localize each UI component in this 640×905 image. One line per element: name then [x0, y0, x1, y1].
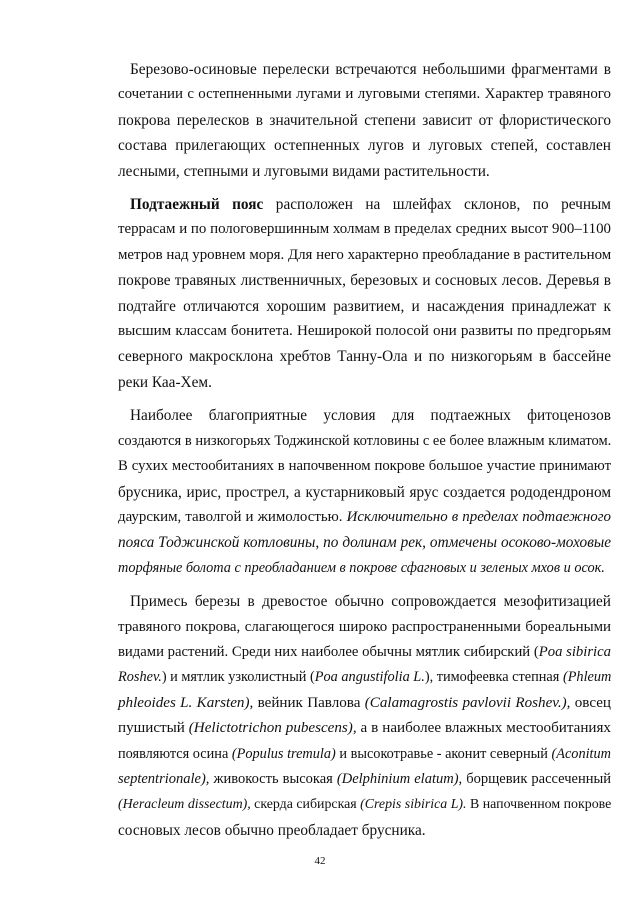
- italic-text: (Delphinium elatum),: [336, 770, 463, 787]
- italic-text: (Aconitum: [551, 745, 612, 762]
- text-line: [118, 268, 611, 293]
- text-line: [118, 480, 611, 505]
- text-line: [118, 429, 611, 454]
- italic-text: торфяные болота с преобладанием в покрове сфагновых и зеленых мхов и осок.: [118, 559, 605, 576]
- text-line: [118, 133, 611, 158]
- text-line: [118, 589, 611, 614]
- bold-term: Подтаежный пояс: [130, 196, 264, 214]
- text-line: [118, 159, 611, 184]
- italic-text: (Calamagrostis pavlovii Roshev.),: [364, 694, 571, 711]
- text-run: ) и мятлик узколистный (: [161, 669, 315, 686]
- text-run: а в наиболее влажных местообитаниях: [356, 720, 611, 737]
- text-line: [118, 217, 611, 242]
- italic-text: septentrionale),: [118, 770, 210, 787]
- text-line: [118, 615, 611, 640]
- text-line: [118, 742, 611, 767]
- text-run: и высокотравье - аконит северный: [335, 745, 552, 762]
- italic-text: phleoides L. Karsten),: [118, 694, 254, 711]
- text-line: [118, 370, 611, 395]
- text-run: сочетании с остепненными лугами и луговыми степями. Характер травяного: [118, 86, 611, 103]
- text-run: метров над уровнем моря. Для него характерно преобладание в растительном: [118, 246, 612, 263]
- text-run: травяного покрова, слагающегося широко распространенными бореальными: [118, 618, 611, 635]
- text-line: [118, 691, 611, 716]
- text-run: появляются осина: [118, 745, 232, 762]
- text-run: борщевик рассеченный: [462, 770, 611, 787]
- text-line: [118, 319, 611, 344]
- text-line: [118, 294, 611, 319]
- text-run: даурским, таволгой и жимолостью.: [118, 508, 347, 525]
- text-run: высшим классам бонитета. Неширокой полосой они развиты по предгорьям: [118, 323, 611, 340]
- italic-text: (Heracleum dissectum),: [118, 797, 251, 813]
- italic-text: Исключительно в пределах подтаежного: [346, 508, 611, 525]
- italic-text: Poa angustifolia L.: [314, 669, 425, 686]
- document-body: [118, 57, 611, 843]
- text-line: [118, 403, 611, 428]
- text-run: пушистый: [118, 720, 189, 737]
- text-run: террасам и по пологовершинным холмам в пределах средних высот 900–1100: [118, 221, 611, 238]
- text-run: В сухих местообитаниях в напочвенном покрове большое участие принимают: [118, 458, 611, 475]
- paragraph: [118, 403, 611, 581]
- text-line: [118, 82, 611, 107]
- paragraph: [118, 57, 611, 184]
- italic-text: (Crepis sibirica L).: [360, 797, 467, 813]
- italic-text: Roshev.: [118, 669, 162, 686]
- text-line: [118, 530, 611, 555]
- text-line: [118, 818, 611, 843]
- text-line: [118, 57, 611, 82]
- text-run: сосновых лесов обычно преобладает брусника.: [118, 821, 426, 839]
- text-line: [118, 454, 611, 479]
- text-run: брусника, ирис, прострел, а кустарниковый ярус создается рододендроном: [118, 483, 611, 501]
- text-line: [118, 792, 611, 817]
- italic-text: пояса Тоджинской котловины, по долинам рек, отмечены осоково-моховые: [118, 534, 611, 552]
- italic-text: (Phleum: [562, 669, 612, 686]
- text-line: [118, 640, 611, 665]
- text-run: создаются в низкогорьях Тоджинской котловины с ее более влажным климатом.: [118, 432, 612, 449]
- page-number: 42: [314, 855, 326, 867]
- italic-text: (Populus tremula): [231, 745, 336, 762]
- paragraph: [118, 589, 611, 843]
- paragraph: [118, 192, 611, 395]
- text-run: лесными, степными и луговыми видами растительности.: [118, 162, 490, 180]
- text-run: вейник Павлова: [253, 694, 365, 711]
- text-run: реки Каа-Хем.: [118, 373, 212, 391]
- text-run: Наиболее благоприятные условия для подтаежных фитоценозов: [130, 407, 611, 425]
- text-run: расположен на шлейфах склонов, по речным: [263, 196, 611, 214]
- text-line: [118, 505, 611, 530]
- text-line: [118, 344, 611, 369]
- text-run: северного макросклона хребтов Танну-Ола и по низкогорьям в бассейне: [118, 348, 611, 366]
- text-run: состава прилегающих остепненных лугов и луговых степей, составлен: [118, 137, 611, 155]
- text-run: подтайге отличаются хорошим развитием, и насаждения принадлежат к: [118, 297, 611, 315]
- text-line: [118, 243, 611, 268]
- text-run: видами растений. Среди них наиболее обычны мятлик сибирский (: [118, 643, 539, 660]
- text-run: В напочвенном покрове: [466, 797, 612, 813]
- text-run: покрова перелесков в значительной степени зависит от флористического: [118, 111, 611, 129]
- text-run: Березово-осиновые перелески встречаются небольшими фрагментами в: [130, 61, 611, 78]
- text-line: [118, 556, 611, 581]
- italic-text: Poa sibirica: [538, 643, 612, 660]
- text-line: [118, 108, 611, 133]
- text-line: [118, 192, 611, 217]
- text-run: ), тимофеевка степная: [424, 669, 563, 686]
- text-line: [118, 665, 611, 690]
- text-run: покрове травяных лиственничных, березовых и сосновых лесов. Деревья в: [118, 272, 611, 290]
- text-run: овсец: [570, 694, 612, 711]
- text-run: живокость высокая: [209, 770, 337, 787]
- text-run: Примесь березы в древостое обычно сопровождается мезофитизацией: [130, 593, 611, 611]
- italic-text: (Helictotrichon pubescens),: [188, 720, 357, 737]
- text-line: [118, 716, 611, 741]
- text-run: скерда сибирская: [250, 797, 361, 813]
- text-line: [118, 767, 611, 792]
